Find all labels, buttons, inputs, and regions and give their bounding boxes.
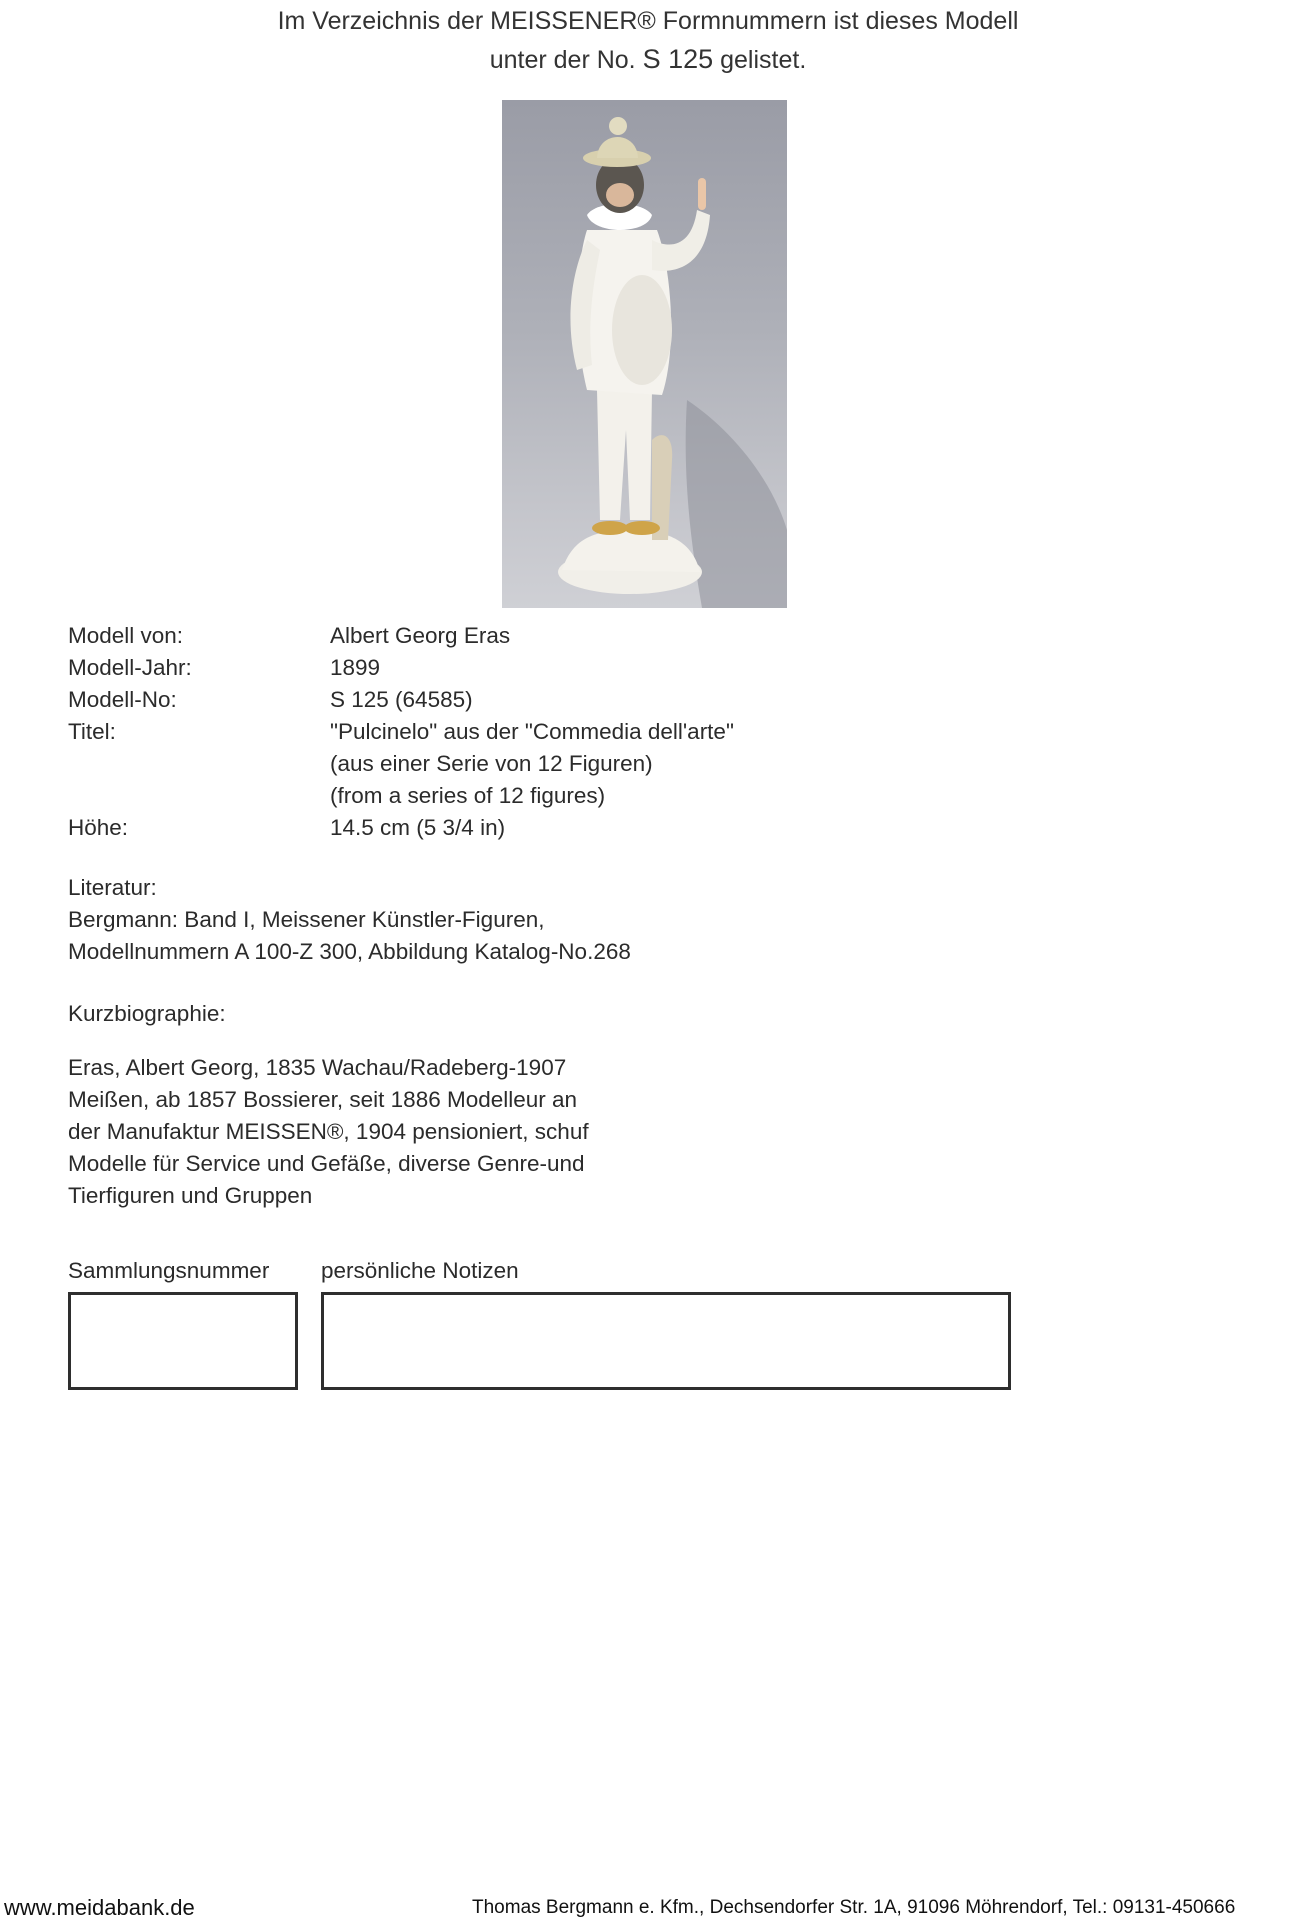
literatur-body: [68, 904, 968, 968]
biographie-body: [68, 1052, 968, 1212]
detail-row-modell-jahr: [68, 652, 968, 684]
hoehe-label: Höhe:: [68, 815, 129, 840]
modell-von-value: Albert Georg Eras: [330, 623, 511, 648]
literatur-line-1: Bergmann: Band I, Meissener Künstler-Figuren,: [68, 907, 545, 932]
biographie-title: Kurzbiographie:: [68, 1001, 226, 1026]
detail-row-hoehe: [68, 812, 968, 844]
titel-line-1: "Pulcinelo" aus der "Commedia dell'arte": [330, 719, 734, 744]
titel-value: [330, 716, 968, 812]
header-line-2: [0, 40, 1296, 79]
header-model-number: S 125: [642, 44, 714, 74]
hoehe-value: 14.5 cm (5 3/4 in): [330, 815, 506, 840]
biographie-line-4: Modelle für Service und Gefäße, diverse Genre-und: [68, 1151, 585, 1176]
notizen-label: persönliche Notizen: [321, 1258, 519, 1283]
porcelain-figurine-illustration: [502, 100, 787, 608]
biographie-line-5: Tierfiguren und Gruppen: [68, 1183, 313, 1208]
titel-label: Titel:: [68, 719, 116, 744]
header-line-2-suffix: gelistet.: [720, 46, 807, 74]
footer-website[interactable]: www.meidabank.de: [4, 1895, 195, 1920]
modell-jahr-label: Modell-Jahr:: [68, 655, 192, 680]
titel-line-3: (from a series of 12 figures): [330, 783, 606, 808]
biographie-line-2: Meißen, ab 1857 Bossierer, seit 1886 Modelleur an: [68, 1087, 578, 1112]
literatur-line-2: Modellnummern A 100-Z 300, Abbildung Katalog-No.268: [68, 939, 631, 964]
titel-line-2: (aus einer Serie von 12 Figuren): [330, 751, 653, 776]
model-details: [68, 620, 968, 1212]
modell-no-value: S 125 (64585): [330, 687, 473, 712]
detail-row-titel: [68, 716, 968, 812]
header-line-2-prefix: unter der No.: [489, 46, 636, 74]
modell-jahr-value: 1899: [330, 655, 381, 680]
sammlungsnummer-label: Sammlungsnummer: [68, 1258, 270, 1283]
page-header: [0, 2, 1296, 79]
literatur-title: Literatur:: [68, 875, 157, 900]
detail-row-modell-no: [68, 684, 968, 716]
biographie-line-3: der Manufaktur MEISSEN®, 1904 pensioniert, schuf: [68, 1119, 589, 1144]
sammlungsnummer-box[interactable]: [68, 1292, 298, 1390]
figurine-photo: [502, 100, 787, 608]
biographie-line-1: Eras, Albert Georg, 1835 Wachau/Radeberg-1907: [68, 1055, 567, 1080]
footer-address: Thomas Bergmann e. Kfm., Dechsendorfer Str. 1A, 91096 Möhrendorf, Tel.: 09131-450666: [472, 1897, 1236, 1918]
detail-row-modell-von: [68, 620, 968, 652]
notizen-box[interactable]: [321, 1292, 1011, 1390]
modell-von-label: Modell von:: [68, 623, 184, 648]
modell-no-label: Modell-No:: [68, 687, 177, 712]
header-line-1: Im Verzeichnis der MEISSENER® Formnummern ist dieses Modell: [277, 7, 1019, 35]
